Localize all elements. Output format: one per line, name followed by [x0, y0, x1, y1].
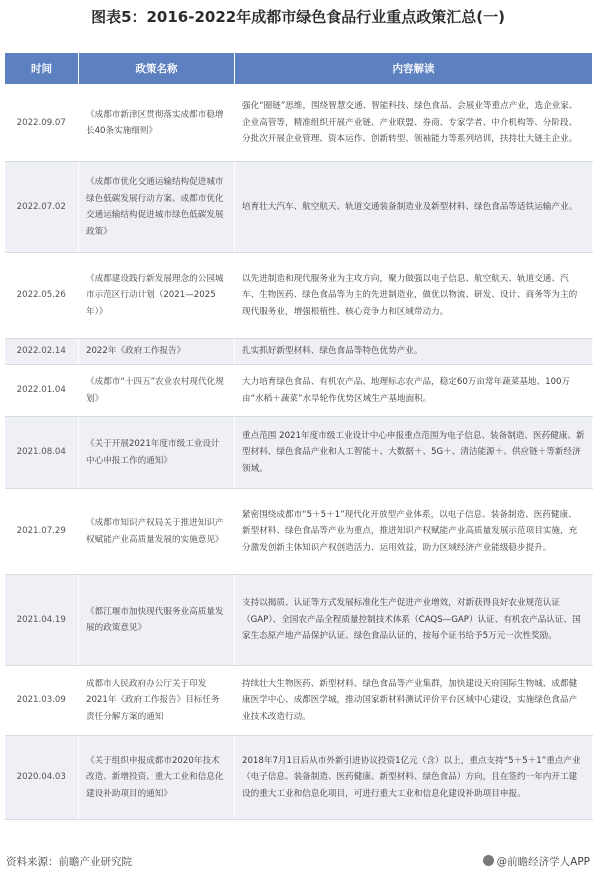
row-content: 培育壮大汽车、航空航天、轨道交通装备制造业及新型材料、绿色食品等适铁运输产业。	[235, 162, 593, 253]
row-policy-name: 成都市人民政府办公厅关于印发2021年《政府工作报告》目标任务责任分解方案的通知	[79, 666, 235, 736]
table-row	[5, 339, 593, 365]
row-time: 2020.04.03	[5, 736, 79, 820]
row-policy-name: 《成都市“十四五”农业农村现代化规划》	[79, 365, 235, 417]
row-policy-name: 《成都市优化交通运输结构促进城市绿色低碳发展行动方案、成都市优化交通运输结构促进城市绿色低碳发展政策》	[79, 162, 235, 253]
row-content: 重点范围 2021年度市级工业设计中心申报重点范围为电子信息、装备制造、医药健康、新型材料、绿色食品产业和人工智能＋、大数据＋、5G＋、清洁能源＋、供应链＋等新经济领域。	[235, 417, 593, 489]
row-content: 大力培育绿色食品、有机农产品、地理标志农产品，稳定60万亩常年蔬菜基地、100万亩“水稻＋蔬菜”水旱轮作优势区域生产基地面积。	[235, 365, 593, 417]
brand-logo-icon	[483, 855, 494, 866]
table-row	[5, 162, 593, 253]
page-title: 图表5：2016-2022年成都市绿色食品行业重点政策汇总(一)	[91, 8, 505, 26]
header-content: 内容解读	[235, 53, 593, 85]
policy-table	[4, 52, 593, 820]
table-row	[5, 253, 593, 339]
table-row	[5, 736, 593, 820]
row-policy-name: 《成都建设践行新发展理念的公园城市示范区行动计划（2021—2025年）》	[79, 253, 235, 339]
row-policy-name: 《关于开展2021年度市级工业设计中心申报工作的通知》	[79, 417, 235, 489]
brand-logo	[483, 854, 590, 869]
row-policy-name: 2022年《政府工作报告》	[79, 339, 235, 365]
row-time: 2022.05.26	[5, 253, 79, 339]
table-row	[5, 85, 593, 162]
row-time: 2021.08.04	[5, 417, 79, 489]
row-policy-name: 《成都市知识产权局关于推进知识产权赋能产业高质量发展的实施意见》	[79, 489, 235, 575]
row-time: 2021.07.29	[5, 489, 79, 575]
row-policy-name: 《都江堰市加快现代服务业高质量发展的政策意见》	[79, 575, 235, 666]
header-time: 时间	[5, 53, 79, 85]
row-content: 支持以揭质、认证等方式发展标准化生产促进产业增效，对新获得良好农业规范认证（GAP）、全国农产品全程质量控制技术体系（CAQS—GAP）认证、有机农产品认证、国家生态原产地产品保护认证、绿色食品认证的，按每个证书给予5万元一次性奖励。	[235, 575, 593, 666]
row-time: 2022.07.02	[5, 162, 79, 253]
row-content: 以先进制造和现代服务业为主攻方向，聚力做强以电子信息、航空航天、轨道交通、汽车、生物医药、绿色食品等为主的先进制造业，做优以物流、研发、设计、商务等为主的现代服务业，增强根植性、核心竞争力和区域带动力。	[235, 253, 593, 339]
row-policy-name: 《关于组织申报成都市2020年技术改造、新增投资、重大工业和信息化建设补助项目的通知》	[79, 736, 235, 820]
row-content: 持续壮大生物医药、新型材料、绿色食品等产业集群，加快建设天府国际生物城、成都健康医学中心、成都医学城，推动国家新材料测试评价平台区域中心建设，实施绿色食品产业技术改造行动。	[235, 666, 593, 736]
header-policy-name: 政策名称	[79, 53, 235, 85]
row-content: 强化“圈链”思维，围绕智慧交通、智能科技、绿色食品、会展业等重点产业，选企业家、企业高管等，精准组织开展产业链、产业联盟、券商、专家学者、中介机构等、分阶段、分批次开展企业管理、资本运作、创新转型、领袖能力等系列培训，扶持壮大链主企业。	[235, 85, 593, 162]
row-time: 2022.09.07	[5, 85, 79, 162]
table-row	[5, 489, 593, 575]
table-row	[5, 417, 593, 489]
table-row	[5, 666, 593, 736]
table-header-row	[5, 53, 593, 85]
table-row	[5, 365, 593, 417]
row-time: 2021.04.19	[5, 575, 79, 666]
row-time: 2021.03.09	[5, 666, 79, 736]
brand-logo-text: @前瞻经济学人APP	[496, 856, 590, 868]
row-content: 紧密围绕成都市“5＋5＋1”现代化开放型产业体系，以电子信息、装备制造、医药健康、新型材料、绿色食品等产业为重点，推进知识产权赋能产业高质量发展示范项目实施，充分激发创新主体知识产权创造活力、运用效益，助力区域经济产业能级稳步提升。	[235, 489, 593, 575]
row-policy-name: 《成都市新津区贯彻落实成都市稳增长40条实施细则》	[79, 85, 235, 162]
source-note: 资料来源：前瞻产业研究院	[6, 856, 132, 868]
row-time: 2022.02.14	[5, 339, 79, 365]
row-content: 扎实抓好新型材料、绿色食品等特色优势产业。	[235, 339, 593, 365]
footer	[6, 854, 590, 874]
row-content: 2018年7月1日后从市外新引进协议投资1亿元（含）以上，重点支持“5＋5＋1”重点产业（电子信息、装备制造、医药健康、新型材料、绿色食品）方向，且在签约一年内开工建设的重大工业和信息化项目，可进行重大工业和信息化建设补助项目申报。	[235, 736, 593, 820]
row-time: 2022.01.04	[5, 365, 79, 417]
table-row	[5, 575, 593, 666]
